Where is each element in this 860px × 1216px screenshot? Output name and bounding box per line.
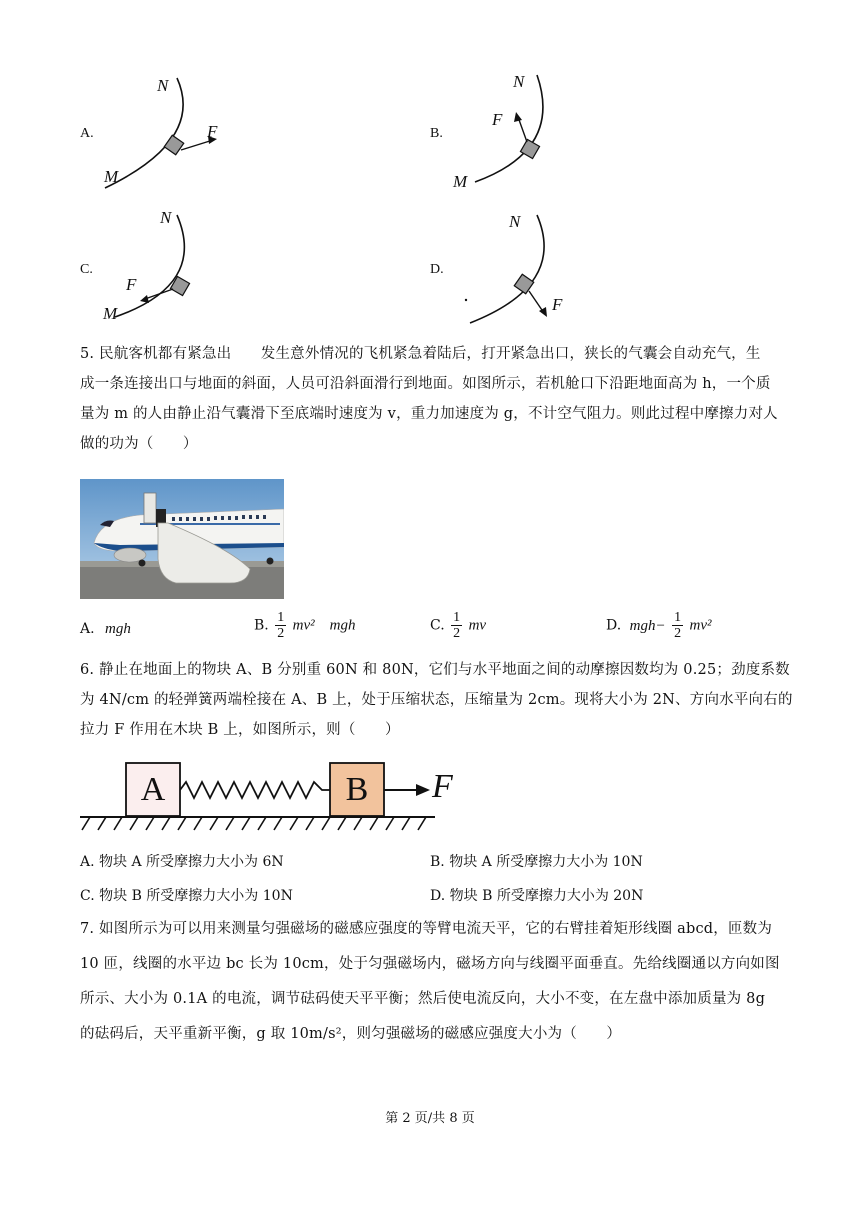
q6-option-d[interactable]: D. 物块 B 所受摩擦力大小为 20N — [430, 888, 644, 904]
curve-diagram-a — [95, 70, 255, 195]
q5-option-a[interactable] — [80, 621, 131, 638]
label-m-b: M — [453, 172, 468, 191]
curve-diagram-d — [455, 205, 615, 330]
fraction-half: $\frac{1}{2}$ — [277, 610, 285, 641]
q5-option-b-letter: B. — [254, 617, 269, 634]
q7-text-line-3: 所示、大小为 0.1A 的电流，调节砝码使天平平衡；然后使电流反向，大小不变，在左盘中添加质量为 8g — [80, 991, 766, 1007]
q5-text-line-2: 成一条连接出口与地面的斜面，人员可沿斜面滑行到地面。如图所示，若机舱口下沿距地面高为 h，一个质 — [80, 376, 771, 392]
label-n-c: N — [160, 208, 172, 227]
q7-text-line-2: 10 匝，线圈的水平边 bc 长为 10cm，处于匀强磁场内，磁场方向与线圈平面垂直。先给线圈通以方向如图 — [80, 956, 780, 972]
q6-text-line-3: 拉力 F 作用在木块 B 上，如图所示，则（ ） — [80, 722, 400, 738]
label-n-b: N — [513, 72, 525, 91]
label-n-d: N — [509, 212, 521, 231]
option-b-letter: B. — [430, 126, 443, 141]
q5-option-b-expr: mv² mgh — [292, 617, 356, 634]
airplane-photo — [80, 479, 284, 599]
block-b-label: B — [345, 770, 369, 808]
option-a-letter: A. — [80, 126, 94, 141]
q7-text-line-1: 7. 如图所示为可以用来测量匀强磁场的磁感应强度的等臂电流天平，它的右臂挂着矩形线圈 abcd，匝数为 — [80, 921, 773, 937]
label-f-d: F — [552, 295, 563, 314]
q5-text-line-1: 5. 民航客机都有紧急出 发生意外情况的飞机紧急着陆后，打开紧急出口，狭长的气囊会自动充气，生 — [80, 346, 761, 362]
label-m-c: M — [103, 304, 118, 323]
block-a-label: A — [140, 770, 166, 808]
force-label: F — [432, 768, 453, 805]
q6-option-c[interactable]: C. 物块 B 所受摩擦力大小为 10N — [80, 888, 293, 904]
q5-option-d-tail: mv² — [689, 617, 712, 634]
fraction-half: $\frac{1}{2}$ — [453, 610, 461, 641]
q5-option-d-letter: D. — [606, 617, 622, 634]
label-f-b: F — [492, 110, 503, 129]
q6-text-line-2: 为 4N/cm 的轻弹簧两端栓接在 A、B 上，处于压缩状态，压缩量为 2cm。现将大小为 2N、方向水平向右的 — [80, 692, 793, 708]
q7-text-line-4: 的砝码后，天平重新平衡，g 取 10m/s²，则匀强磁场的磁感应强度大小为（ ） — [80, 1026, 622, 1042]
q5-text-line-4: 做的功为（ ） — [80, 436, 198, 452]
q5-option-c[interactable] — [430, 610, 486, 641]
q5-option-a-letter: A. — [80, 621, 95, 637]
q5-option-c-expr: mv — [468, 617, 487, 634]
q5-option-d[interactable] — [606, 610, 712, 641]
option-d-letter: D. — [430, 262, 444, 277]
q6-text-line-1: 6. 静止在地面上的物块 A、B 分别重 60N 和 80N，它们与水平地面之间的动摩擦因数均为 0.25；劲度系数 — [80, 662, 790, 678]
spring-block-diagram — [80, 760, 480, 840]
curve-diagram-c — [95, 205, 255, 330]
curve-diagram-b — [455, 70, 615, 195]
q5-text-line-3: 量为 m 的人由静止沿气囊滑下至底端时速度为 v，重力加速度为 g，不计空气阻力。则此过程中摩擦力对人 — [80, 406, 778, 422]
q6-option-a[interactable]: A. 物块 A 所受摩擦力大小为 6N — [80, 854, 284, 870]
label-f-c: F — [126, 275, 137, 294]
q5-option-d-head: mgh− — [629, 617, 666, 634]
option-c-letter: C. — [80, 262, 93, 277]
q5-option-a-expr: mgh — [105, 621, 131, 637]
q6-option-b[interactable]: B. 物块 A 所受摩擦力大小为 10N — [430, 854, 643, 870]
fraction-half: $\frac{1}{2}$ — [674, 610, 682, 641]
label-f-a: F — [207, 122, 218, 141]
label-n-a: N — [157, 76, 169, 95]
page-footer: 第 2 页/共 8 页 — [385, 1111, 475, 1126]
label-m-a: M — [104, 167, 119, 186]
q5-option-b[interactable] — [254, 610, 355, 641]
q5-option-c-letter: C. — [430, 617, 445, 634]
